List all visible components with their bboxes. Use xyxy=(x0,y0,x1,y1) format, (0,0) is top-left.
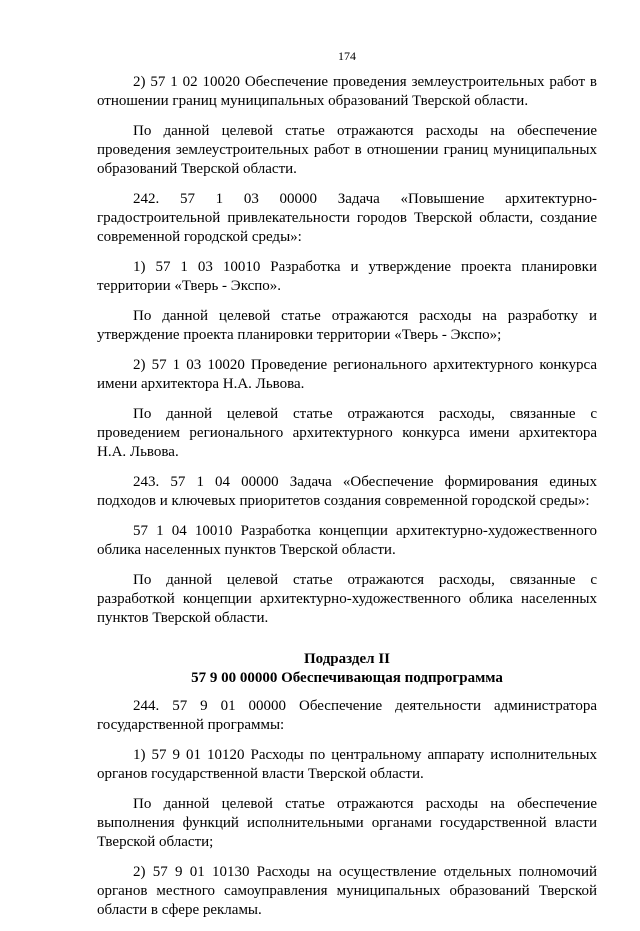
paragraph: 243. 57 1 04 00000 Задача «Обеспечение формирования единых подходов и ключевых приоритетов создания современной городской среды»: xyxy=(97,474,597,509)
paragraph: 57 1 04 10010 Разработка концепции архитектурно-художественного облика населенных пунктов Тверской области. xyxy=(97,523,597,558)
paragraph: 244. 57 9 01 00000 Обеспечение деятельности администратора государственной программы: xyxy=(97,698,597,733)
paragraph: 2) 57 9 01 10130 Расходы на осуществление отдельных полномочий органов местного самоуправления муниципальных образований Тверской области в сфере рекламы. xyxy=(97,864,597,918)
subsection-title: Подраздел II xyxy=(303,651,390,667)
page-number: 174 xyxy=(338,49,356,63)
document-page xyxy=(97,49,597,931)
paragraph: 1) 57 1 03 10010 Разработка и утверждение проекта планировки территории «Тверь - Экспо». xyxy=(97,259,597,294)
paragraph: По данной целевой статье отражаются расходы на обеспечение выполнения функций исполнительными органами государственной власти Тверской области; xyxy=(97,796,597,850)
subsection-subtitle: 57 9 00 00000 Обеспечивающая подпрограмма xyxy=(191,670,503,686)
paragraph: 2) 57 1 02 10020 Обеспечение проведения землеустроительных работ в отношении границ муниципальных образований Тверской области. xyxy=(97,74,597,109)
paragraph: По данной целевой статье отражаются расходы, связанные с разработкой концепции архитектурно-художественного облика населенных пунктов Тверской области. xyxy=(97,572,597,626)
paragraph: По данной целевой статье отражаются расходы, связанные с проведением регионального архитектурного конкурса имени архитектора Н.А. Львова. xyxy=(97,406,597,460)
paragraph: 2) 57 1 03 10020 Проведение регионального архитектурного конкурса имени архитектора Н.А. Львова. xyxy=(97,357,597,392)
paragraph: По данной целевой статье отражаются расходы на разработку и утверждение проекта планировки территории «Тверь - Экспо»; xyxy=(97,308,597,343)
paragraph: 1) 57 9 01 10120 Расходы по центральному аппарату исполнительных органов государственной власти Тверской области. xyxy=(97,747,597,782)
paragraph: 242. 57 1 03 00000 Задача «Повышение архитектурно-градостроительной привлекательности городов Тверской области, создание современной городской среды»: xyxy=(97,191,597,245)
subsection-heading xyxy=(97,650,597,688)
document-body-part-2 xyxy=(97,697,597,920)
paragraph: По данной целевой статье отражаются расходы на обеспечение проведения землеустроительных работ в отношении границ муниципальных образований Тверской области. xyxy=(97,123,597,177)
document-body-part-1 xyxy=(97,73,597,628)
